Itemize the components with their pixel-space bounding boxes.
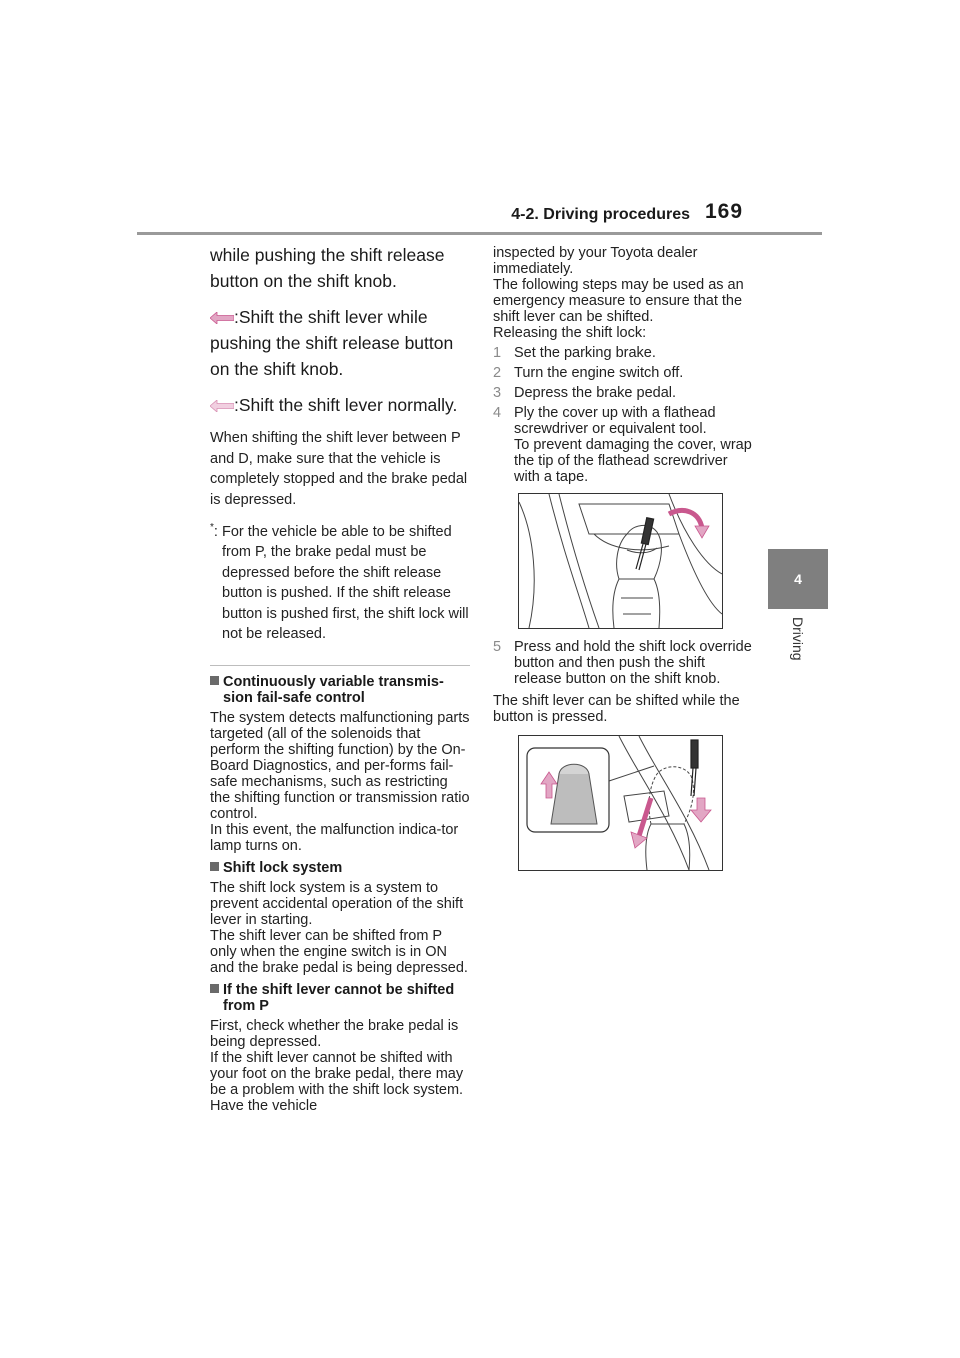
section-body: First, check whether the brake pedal is being depressed. If the shift lever cannot be shifted with your foot on the brake pedal, there may be a problem with the shift lock system. Have the vehicle bbox=[210, 1017, 464, 1114]
left-arrow-icon bbox=[210, 312, 234, 324]
step-text: Press and hold the shift lock override button and then push the shift release button on the shift knob. bbox=[514, 639, 752, 687]
step-number: 2 bbox=[493, 365, 502, 381]
figure-pry-cover bbox=[518, 493, 723, 629]
arrow-item-1 bbox=[210, 304, 470, 382]
right-closing: The shift lever can be shifted while the button is pressed. bbox=[493, 693, 740, 725]
chapter-label-text: Driving bbox=[790, 617, 806, 661]
arrow-item-2-text: :Shift the shift lever normally. bbox=[234, 395, 458, 415]
shift-note: When shifting the shift lever between P and D, make sure that the vehicle is completely stopped and the brake pedal is depressed. bbox=[210, 430, 468, 508]
footnote-text: : For the vehicle be able to be shifted from P, the brake pedal must be depressed before the shift release button is pushed. If the shift release button is pushed first, the shift lock will not be released. bbox=[213, 523, 469, 643]
section-heading-text: Shift lock system bbox=[223, 859, 343, 876]
chapter-label bbox=[782, 617, 812, 697]
step-5 bbox=[493, 639, 755, 687]
section-body: The system detects malfunctioning parts targeted (all of the solenoids that perform the shifting function) by the On-Board Diagnostics, and per-forms fail-safe mechanisms, such as restricting the shifting function or transmission ratio control. In this event, the malfunction indica-tor lamp turns on. bbox=[210, 709, 470, 854]
section-cvt-failsafe bbox=[210, 674, 470, 854]
left-column bbox=[210, 242, 470, 1120]
step-2 bbox=[493, 365, 755, 381]
shift-console-illustration bbox=[519, 494, 722, 628]
step-text: Ply the cover up with a flathead screwdriver or equivalent tool. To prevent damaging the cover, wrap the tip of the flathead screwdriver with a tape. bbox=[514, 405, 752, 485]
step-text: Set the parking brake. bbox=[514, 345, 656, 361]
section-heading bbox=[210, 982, 470, 1014]
section-heading-text: Continuously variable transmis-sion fail-safe control bbox=[223, 673, 444, 706]
footnote bbox=[210, 518, 470, 645]
section-divider bbox=[210, 665, 470, 666]
chapter-tab[interactable] bbox=[768, 549, 828, 609]
section-heading bbox=[210, 860, 470, 876]
lead-text: while pushing the shift release button on the shift knob. bbox=[210, 245, 445, 291]
square-bullet-icon bbox=[210, 862, 219, 871]
shift-release-illustration bbox=[519, 736, 722, 870]
step-number: 5 bbox=[493, 639, 502, 655]
right-intro: inspected by your Toyota dealer immediately. The following steps may be used as an emergency measure to ensure that the shift lever can be shifted. Releasing the shift lock: bbox=[493, 245, 744, 341]
figure-shift-release bbox=[518, 735, 723, 871]
left-arrow-icon bbox=[210, 400, 234, 412]
section-cannot-shift bbox=[210, 982, 470, 1114]
square-bullet-icon bbox=[210, 676, 219, 685]
header-rule bbox=[137, 232, 822, 235]
arrow-item-2 bbox=[210, 392, 470, 418]
step-number: 1 bbox=[493, 345, 502, 361]
step-text: Turn the engine switch off. bbox=[514, 365, 684, 381]
section-heading-text: If the shift lever cannot be shifted from P bbox=[223, 981, 455, 1014]
chapter-number: 4 bbox=[794, 571, 802, 587]
right-column bbox=[493, 245, 755, 871]
section-heading bbox=[210, 674, 470, 706]
section-title: 4-2. Driving procedures bbox=[511, 206, 690, 223]
step-1 bbox=[493, 345, 755, 361]
section-body: The shift lock system is a system to prevent accidental operation of the shift lever in starting. The shift lever can be shifted from P only when the engine switch is in ON and the brake pedal is being depressed. bbox=[210, 879, 468, 976]
step-3 bbox=[493, 385, 755, 401]
step-text: Depress the brake pedal. bbox=[514, 385, 677, 401]
page-number: 169 bbox=[705, 200, 744, 223]
arrow-item-1-text: :Shift the shift lever while pushing the shift release button on the shift knob. bbox=[210, 307, 454, 379]
step-number: 3 bbox=[493, 385, 502, 401]
section-shift-lock bbox=[210, 860, 470, 976]
footnote-mark: * bbox=[210, 522, 214, 533]
step-4 bbox=[493, 405, 755, 485]
step-number: 4 bbox=[493, 405, 502, 421]
square-bullet-icon bbox=[210, 984, 219, 993]
